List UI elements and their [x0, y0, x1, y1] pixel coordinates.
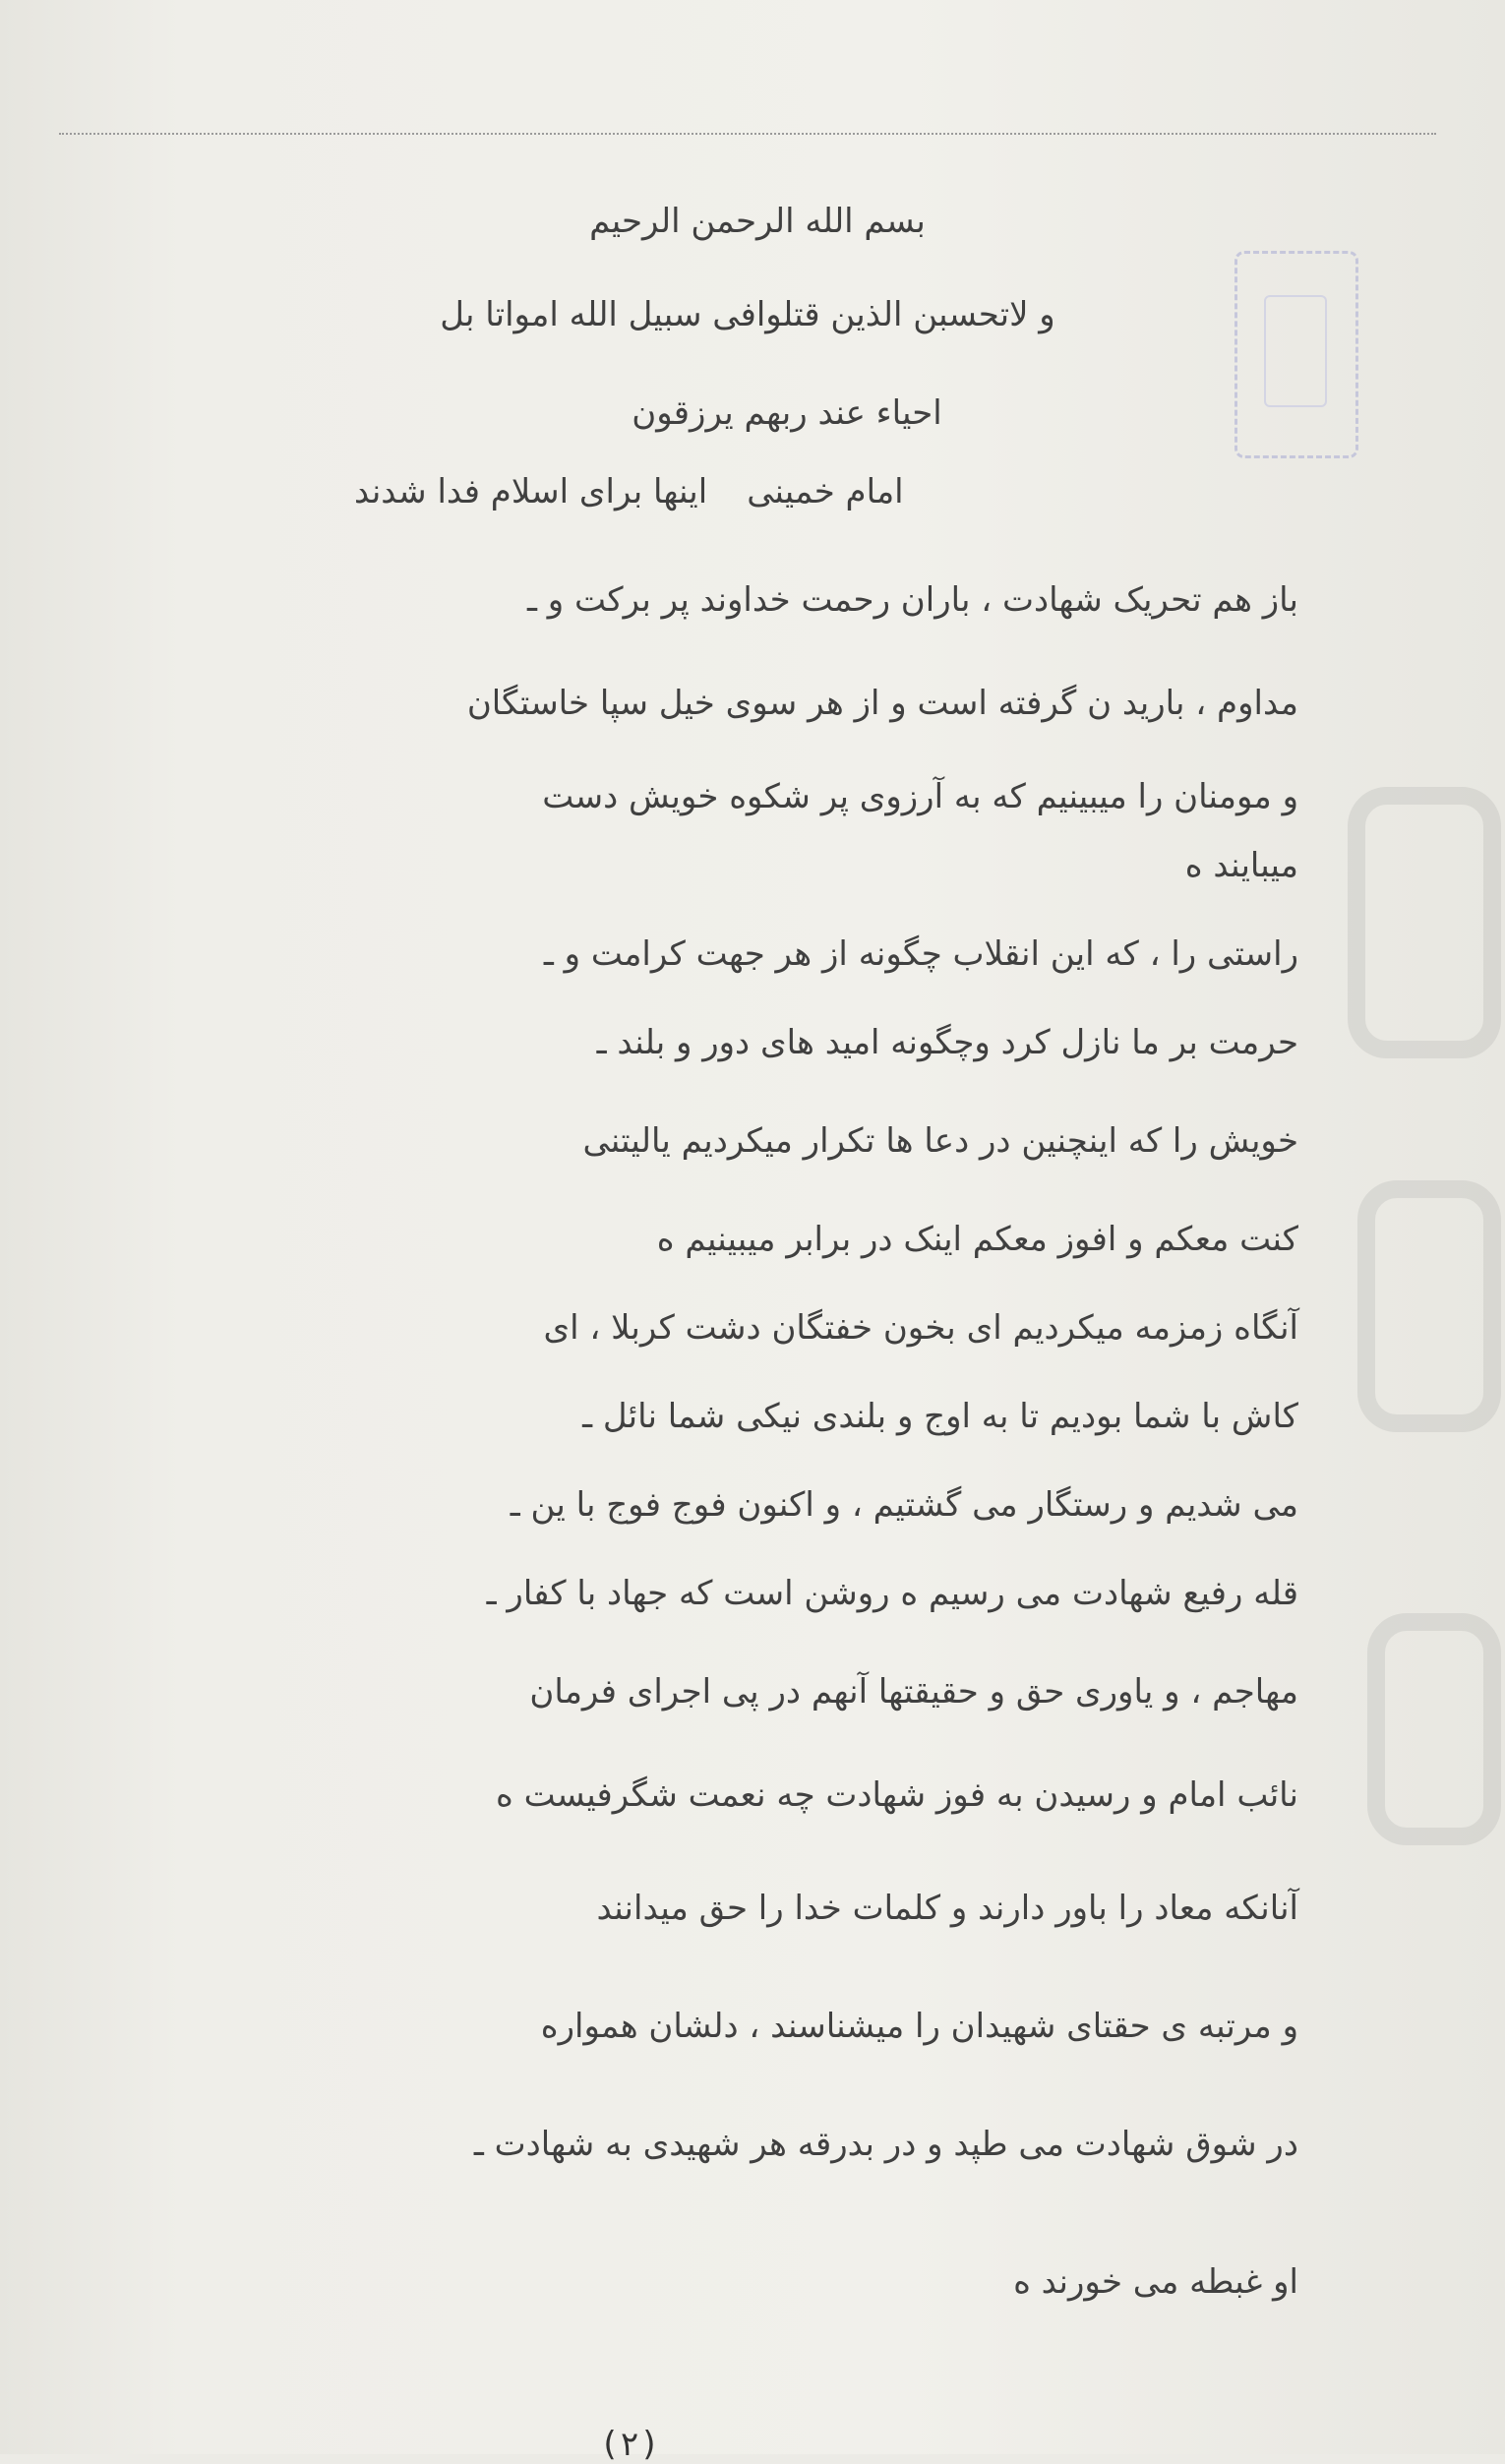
body-line: کنت معکم و افوز معکم اینک در برابر میبینیم ه — [656, 1220, 1298, 1259]
bleed-through-marks — [1328, 767, 1505, 1948]
body-line: باز هم تحریک شهادت ، باران رحمت خداوند پر برکت و ـ — [527, 580, 1298, 620]
quote-line — [354, 472, 1289, 511]
body-line: آنانکه معاد را باور دارند و کلمات خدا را حق میدانند — [596, 1889, 1298, 1928]
body-line: مداوم ، بارید ن گرفته است و از هر سوی خیل سپا خاستگان — [466, 684, 1298, 723]
body-line: آنگاه زمزمه میکردیم ای بخون خفتگان دشت کربلا ، ای — [543, 1308, 1298, 1348]
body-line: مهاجم ، و یاوری حق و حقیقتها آنهم در پی اجرای فرمان — [529, 1672, 1298, 1712]
body-line: کاش با شما بودیم تا به اوج و بلندی نیکی شما نائل ـ — [582, 1397, 1298, 1436]
verse-line-2: احیاء عند ربهم یرزقون — [632, 393, 942, 433]
body-line: در شوق شهادت می طپد و در بدرقه هر شهیدی به شهادت ـ — [473, 2125, 1298, 2164]
body-line: او غبطه می خورند ه — [1013, 2262, 1298, 2302]
body-line: و مرتبه ی حقتای شهیدان را میشناسند ، دلشان همواره — [540, 2007, 1298, 2046]
quote-text: اینها برای اسلام فدا شدند — [354, 472, 708, 511]
body-line: می شدیم و رستگار می گشتیم ، و اکنون فوج فوج با ین ـ — [510, 1485, 1298, 1525]
library-stamp-inner — [1264, 295, 1327, 407]
body-line: خویش را که اینچنین در دعا ها تکرار میکردیم یالیتنی — [582, 1121, 1298, 1161]
quote-author: امام خمینی — [747, 472, 904, 511]
top-border-line — [59, 133, 1436, 135]
page-number: (۲) — [599, 2425, 660, 2464]
body-line: قله رفیع شهادت می رسیم ه روشن است که جهاد با کفار ـ — [486, 1574, 1298, 1613]
verse-line-1: و لاتحسبن الذین قتلوافی سبیل الله امواتا بل — [440, 295, 1055, 334]
body-line: حرمت بر ما نازل کرد وچگونه امید های دور و بلند ـ — [596, 1023, 1298, 1062]
body-line: میبایند ه — [1184, 846, 1298, 885]
basmala: بسم الله الرحمن الرحیم — [589, 202, 926, 241]
body-line: نائب امام و رسیدن به فوز شهادت چه نعمت شگرفیست ه — [495, 1775, 1298, 1815]
body-line: راستی را ، که این انقلاب چگونه از هر جهت کرامت و ـ — [543, 934, 1298, 974]
body-line: و مومنان را میبینیم که به آرزوی پر شکوه خویش دست — [542, 777, 1298, 816]
